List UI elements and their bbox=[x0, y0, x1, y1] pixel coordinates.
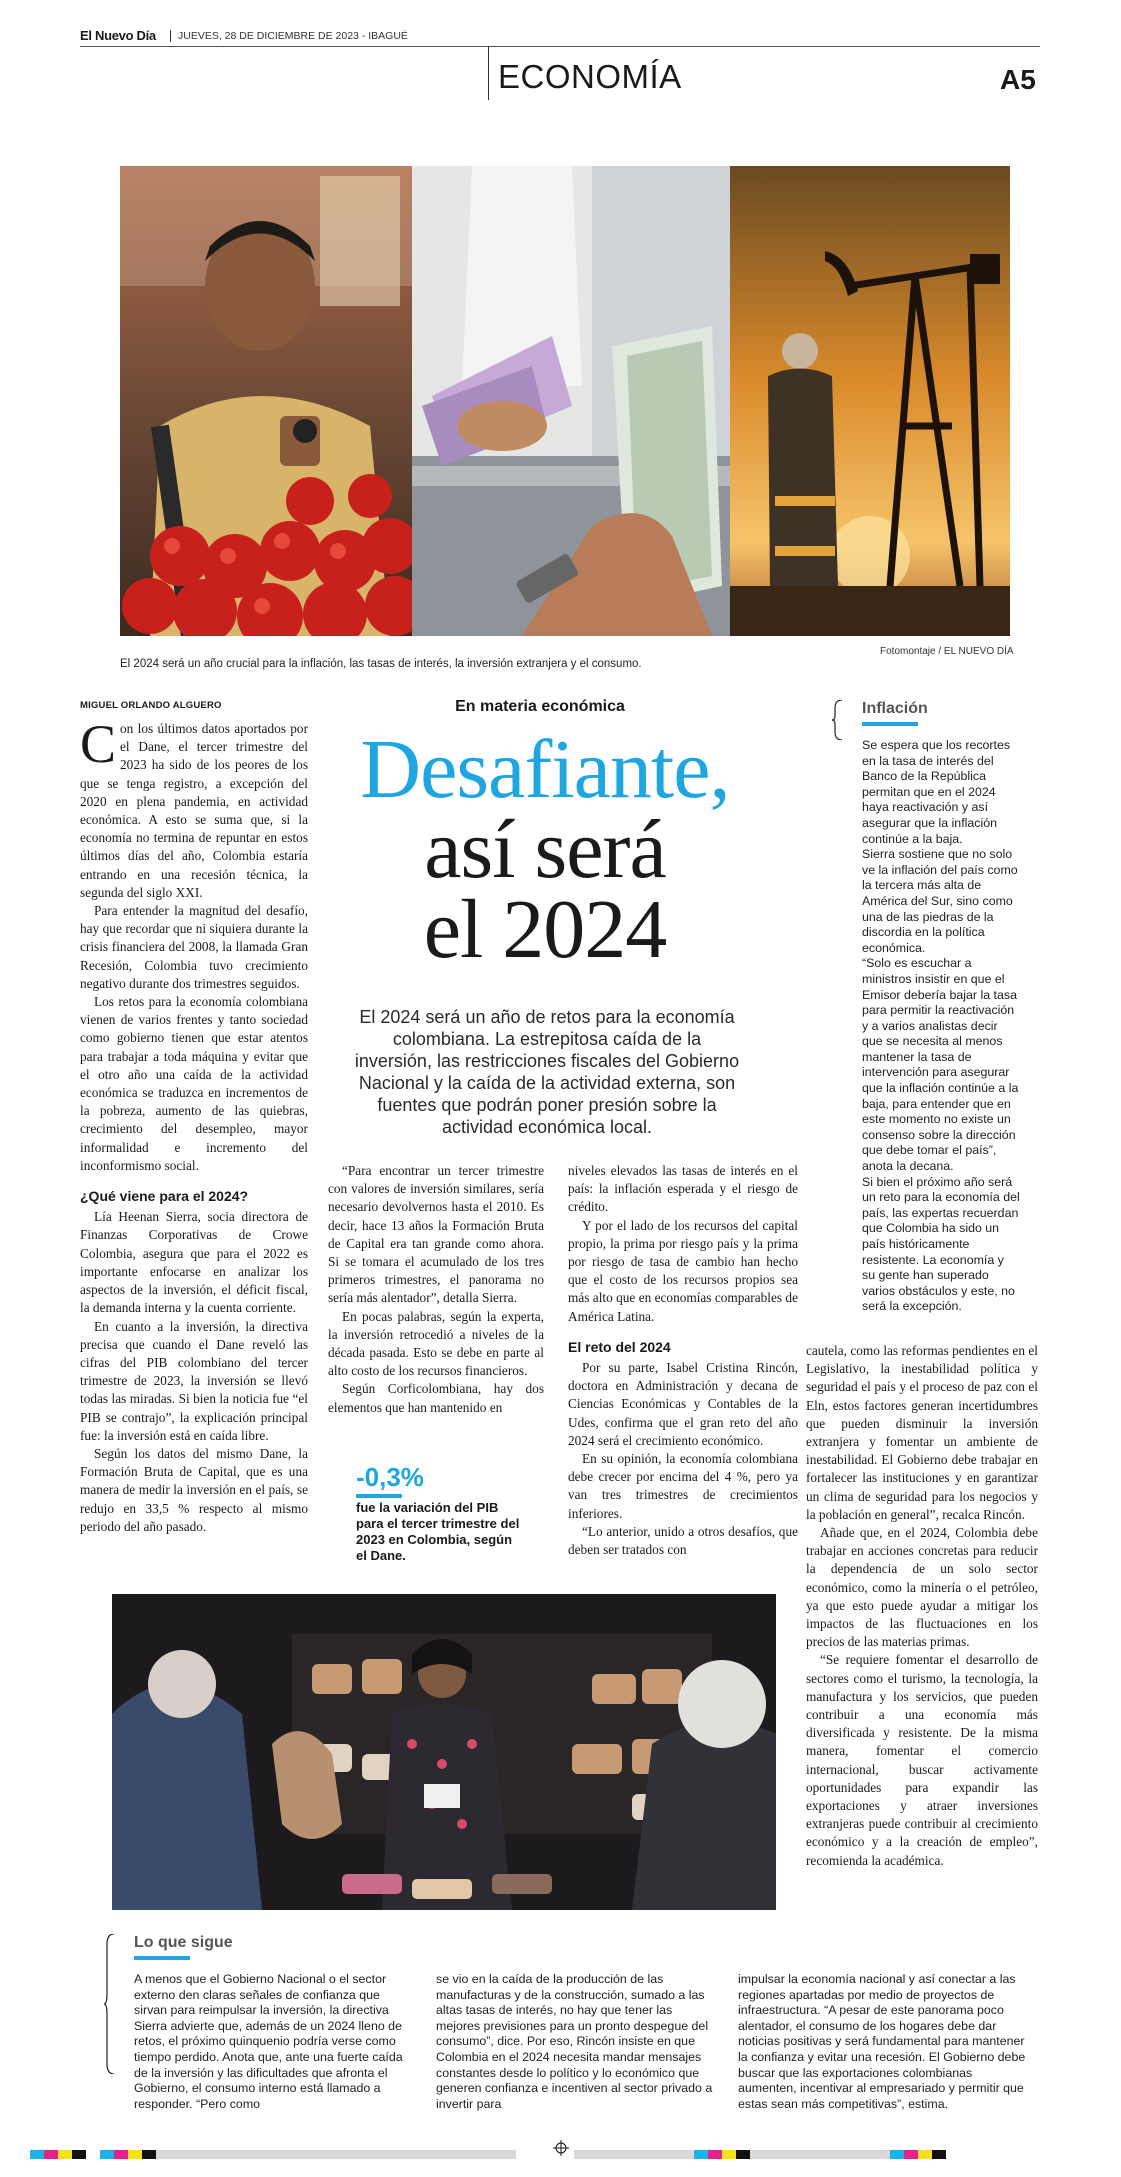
headline-line-3: el 2024 bbox=[423, 883, 667, 976]
top-photo-caption: El 2024 será un año crucial para la inflación, las tasas de interés, la inversión extranjera y el consumo. bbox=[120, 658, 642, 670]
photo-money-exchange bbox=[412, 166, 730, 636]
section-title: ECONOMÍA bbox=[498, 58, 682, 95]
page-number: A5 bbox=[1000, 64, 1036, 95]
col4-paragraph: cautela, como las reformas pendientes en el Legislativo, la inestabilidad política y seguridad el país y el proceso de paz con el Eln, estos factores generan incertidumbres que pueden disminuir la inversión extranjera y fomentar un ambiente de inestabilidad. El Gobierno debe trabajar en fortalecer las instituciones y en garantizar un clima de seguridad para los negocios y la población en general”, recalca Rincón. bbox=[806, 1343, 1038, 1522]
sidebar-paragraph: Sierra sostiene que no solo ve la inflación del país como la tercera más alta de América del Sur, sino como una de las piedras de la discordia en la política económica. bbox=[862, 847, 1018, 955]
bottom-photo-shoe-vendor bbox=[112, 1594, 776, 1910]
stat-underline bbox=[356, 1494, 402, 1498]
col4-paragraph: Añade que, en el 2024, Colombia debe trabajar en acciones concretas para reducir la dependencia de un solo sector económico, como la minería o el petróleo, ya que esto puede ayudar a mitigar los impactos de las fluctuaciones en los precios de las materias primas. bbox=[806, 1525, 1038, 1650]
col4-paragraph: “Se requiere fomentar el desarrollo de sectores como el turismo, la tecnología, la manufactura y los servicios, que pueden contribuir a una economía más diversificada y resistente. De la misma manera, fomentar el comercio internacional, buscar activamente oportunidades para expandir las exportaciones y atraer inversiones extranjeras puede contribuir al crecimiento económico y a la creación de empleo”, recomienda la académica. bbox=[806, 1652, 1038, 1868]
col1-paragraph: on los últimos datos aportados por el Dane, el tercer trimestre del 2023 ha sido de los peores de los que se tenga registro, a excepción del 2020 en plena pandemia, en actividad económica. A esto se suma que, si la economía no termina de repuntar en estos últimos días del año, Colombia estaría entrando en una recesión técnica, la segunda del siglo XXI. bbox=[80, 721, 308, 900]
sidebar-paragraph: “Solo es escuchar a ministros insistir en que el Emisor debería bajar la tasa para permitir la reactivación y a varios analistas decir que se necesita al menos mantener la tasa de intervención para asegurar que la inflación continúe a la baja, para entender que en este momento no existe un consenso sobre la dirección que debe tomar el país”, anota la decana. bbox=[862, 956, 1019, 1174]
col2-paragraph: Según Corficolombiana, hay dos elementos que han mantenido en bbox=[328, 1381, 544, 1415]
col1-paragraph: Lía Heenan Sierra, socia directora de Finanzas Corporativas de Crowe Colombia, asegura que para el 2022 es importante enfocarse en analizar los aspectos de la inversión, el déficit fiscal, la demanda interna y la cuenta corriente. bbox=[80, 1209, 308, 1316]
kicker: En materia económica bbox=[455, 698, 625, 715]
article-col3 bbox=[568, 1162, 798, 1559]
bottom-box-underline bbox=[134, 1956, 190, 1960]
col3-paragraph: “Lo anterior, unido a otros desafíos, que deben ser tratados con bbox=[568, 1523, 798, 1558]
sidebar-title: Inflación bbox=[862, 700, 928, 717]
article-col1 bbox=[80, 714, 308, 1536]
headline-line-2: así será bbox=[424, 803, 666, 896]
registration-mark bbox=[553, 2140, 569, 2156]
bottom-box-title: Lo que sigue bbox=[134, 1934, 233, 1951]
top-photo-montage bbox=[120, 166, 1010, 636]
masthead-dateline: JUEVES, 28 DE DICIEMBRE DE 2023 - IBAGUÉ bbox=[178, 30, 408, 42]
headline bbox=[320, 723, 770, 976]
col2-paragraph: En pocas palabras, según la experta, la inversión retrocedió a niveles de la década pasada. Esto se debe en parte al alto costo de los recursos financieros. bbox=[328, 1308, 544, 1379]
col2-paragraph: “Para encontrar un tercer trimestre con valores de inversión similares, sería necesario devolvernos hasta el 2010. Es decir, hace 13 años la Formación Bruta de Capital era tan grande como ahora. Si se tomara el acumulado de los tres primeros trimestres, el panorama no sería más alentador”, detalla Sierra. bbox=[328, 1163, 544, 1306]
article-col4 bbox=[806, 1342, 1038, 1870]
masthead-divider bbox=[170, 30, 171, 42]
sidebar-bracket bbox=[832, 700, 844, 740]
headline-line-1: Desafiante, bbox=[360, 723, 730, 816]
top-photo-credit: Fotomontaje / EL NUEVO DÍA bbox=[880, 646, 1014, 657]
registration-bar-right bbox=[574, 2144, 1094, 2154]
col1-paragraph: Para entender la magnitud del desafío, hay que recordar que ni siquiera durante la crisis financiera del 2008, la llamada Gran Recesión, Colombia tuvo crecimiento negativo durante dos trimestres seguidos. bbox=[80, 903, 308, 991]
dropcap: C bbox=[80, 714, 117, 774]
bottom-box-col2: se vio en la caída de la producción de las manufacturas y de la construcción, sumado a las altas tasas de interés, no hay que tener las mejores previsiones para un pronto despegue del consumo”, dice. Por eso, Rincón insiste en que Colombia en el 2024 necesita mandar mensajes constantes desde lo político y lo económico que generen confianza e incentiven al sector privado a invertir para bbox=[436, 1972, 713, 2111]
col1-paragraph: Según los datos del mismo Dane, la Formación Bruta de Capital, que es una manera de medir la inversión en el país, se redujo en 33,5 % respecto al mismo periodo del año pasado. bbox=[80, 1445, 308, 1534]
subhead-que-viene: ¿Qué viene para el 2024? bbox=[80, 1188, 249, 1205]
byline: MIGUEL ORLANDO ALGUERO bbox=[80, 700, 222, 711]
col3-paragraph: niveles elevados las tasas de interés en el país: la inflación esperada y el riesgo de crédito. bbox=[568, 1163, 798, 1215]
lead: El 2024 será un año de retos para la economía colombiana. La estrepitosa caída de la inversión, las restricciones fiscales del Gobierno Nacional y la caída de la actividad externa, son fuentes que podrán poner presión sobre la actividad económica local. bbox=[354, 1007, 740, 1137]
bottom-box-col1: A menos que el Gobierno Nacional o el sector externo den claras señales de confianza que sirvan para reimpulsar la inversión, la directiva Sierra advierte que, además de un 2024 lleno de retos, el próximo quinquenio podría verse como tiempo perdido. Anota que, ante una fuerte caída de la inversión y las dificultades que afronta el Gobierno, el consumo interno está llamado a responder. “Pero como bbox=[134, 1972, 403, 2111]
masthead bbox=[80, 28, 1040, 48]
col3-paragraph: Y por el lado de los recursos del capital propio, la prima por riesgo país y la prima por riesgo de tasa de cambio han hecho que el costo de los recursos propios sea más alto que en economías comparables de América Latina. bbox=[568, 1217, 798, 1324]
sidebar-title-underline bbox=[862, 722, 918, 726]
sidebar-body bbox=[862, 738, 1020, 1315]
col1-paragraph: En cuanto a la inversión, la directiva precisa que cuando el Dane reveló las cifras del PIB colombiano del tercer trimestre de 2023, la inversión se llevó todas las miradas. Si bien la noticia fue “el PIB se contrajo”, la explicación principal fue: la inversión está en caída libre. bbox=[80, 1318, 308, 1443]
photo-oil-pump bbox=[730, 166, 1010, 636]
article-col2 bbox=[328, 1162, 544, 1417]
sidebar-paragraph: Se espera que los recortes en la tasa de interés del Banco de la República permitan que en el 2024 haya reactivación y así asegurar que la inflación continúe a la baja. bbox=[862, 738, 1011, 846]
stat-label: fue la variación del PIB para el tercer trimestre del 2023 en Colombia, según el Dane. bbox=[356, 1500, 520, 1563]
section-bracket bbox=[488, 46, 489, 100]
bottom-box-bracket bbox=[104, 1934, 116, 2074]
stat-value: -0,3% bbox=[356, 1462, 424, 1492]
subhead-reto: El reto del 2024 bbox=[568, 1338, 671, 1355]
photo-vendor-tomatoes bbox=[120, 166, 412, 636]
masthead-rule bbox=[80, 46, 1040, 47]
sidebar-paragraph: Si bien el próximo año será un reto para la economía del país, las expertas recuerdan que Colombia ha sido un país históricamente resistente. La economía y su gente han superado varios obstáculos y este, no será la excepción. bbox=[862, 1174, 1020, 1314]
col3-paragraph: Por su parte, Isabel Cristina Rincón, doctora en Administración y decana de Ciencias Económicas y Contables de la Udes, confirma que el gran reto del año 2024 será el crecimiento económico. bbox=[568, 1360, 798, 1448]
col3-paragraph: En su opinión, la economía colombiana debe crecer por encima del 4 %, pero ya van tres trimestres de crecimientos inferiores. bbox=[568, 1451, 798, 1521]
bottom-box-col3: impulsar la economía nacional y así conectar a las regiones apartadas por medio de proyectos de infraestructura. “A pesar de este panorama poco alentador, el consumo de los hogares debe dar noticias positivas y será fundamental para mantener la confianza y evitar una recesión. El Gobierno debe buscar que las exportaciones colombianas aumenten, incentivar al empresariado y permitir que estas sean más competitivas”, estima. bbox=[738, 1972, 1026, 2111]
masthead-logo[interactable]: El Nuevo Día bbox=[80, 28, 156, 43]
registration-bar-left bbox=[30, 2144, 550, 2154]
col1-paragraph: Los retos para la economía colombiana vienen de varios frentes y tanto sociedad como gobierno tienen que estar atentos para trabajar a toda máquina y evitar que el otro año una caída de la actividad económica se traduzca en incrementos de la pobreza, aumento de las quiebras, crecimiento del desempleo, mayor informalidad e incremento del inconformismo social. bbox=[80, 994, 308, 1173]
